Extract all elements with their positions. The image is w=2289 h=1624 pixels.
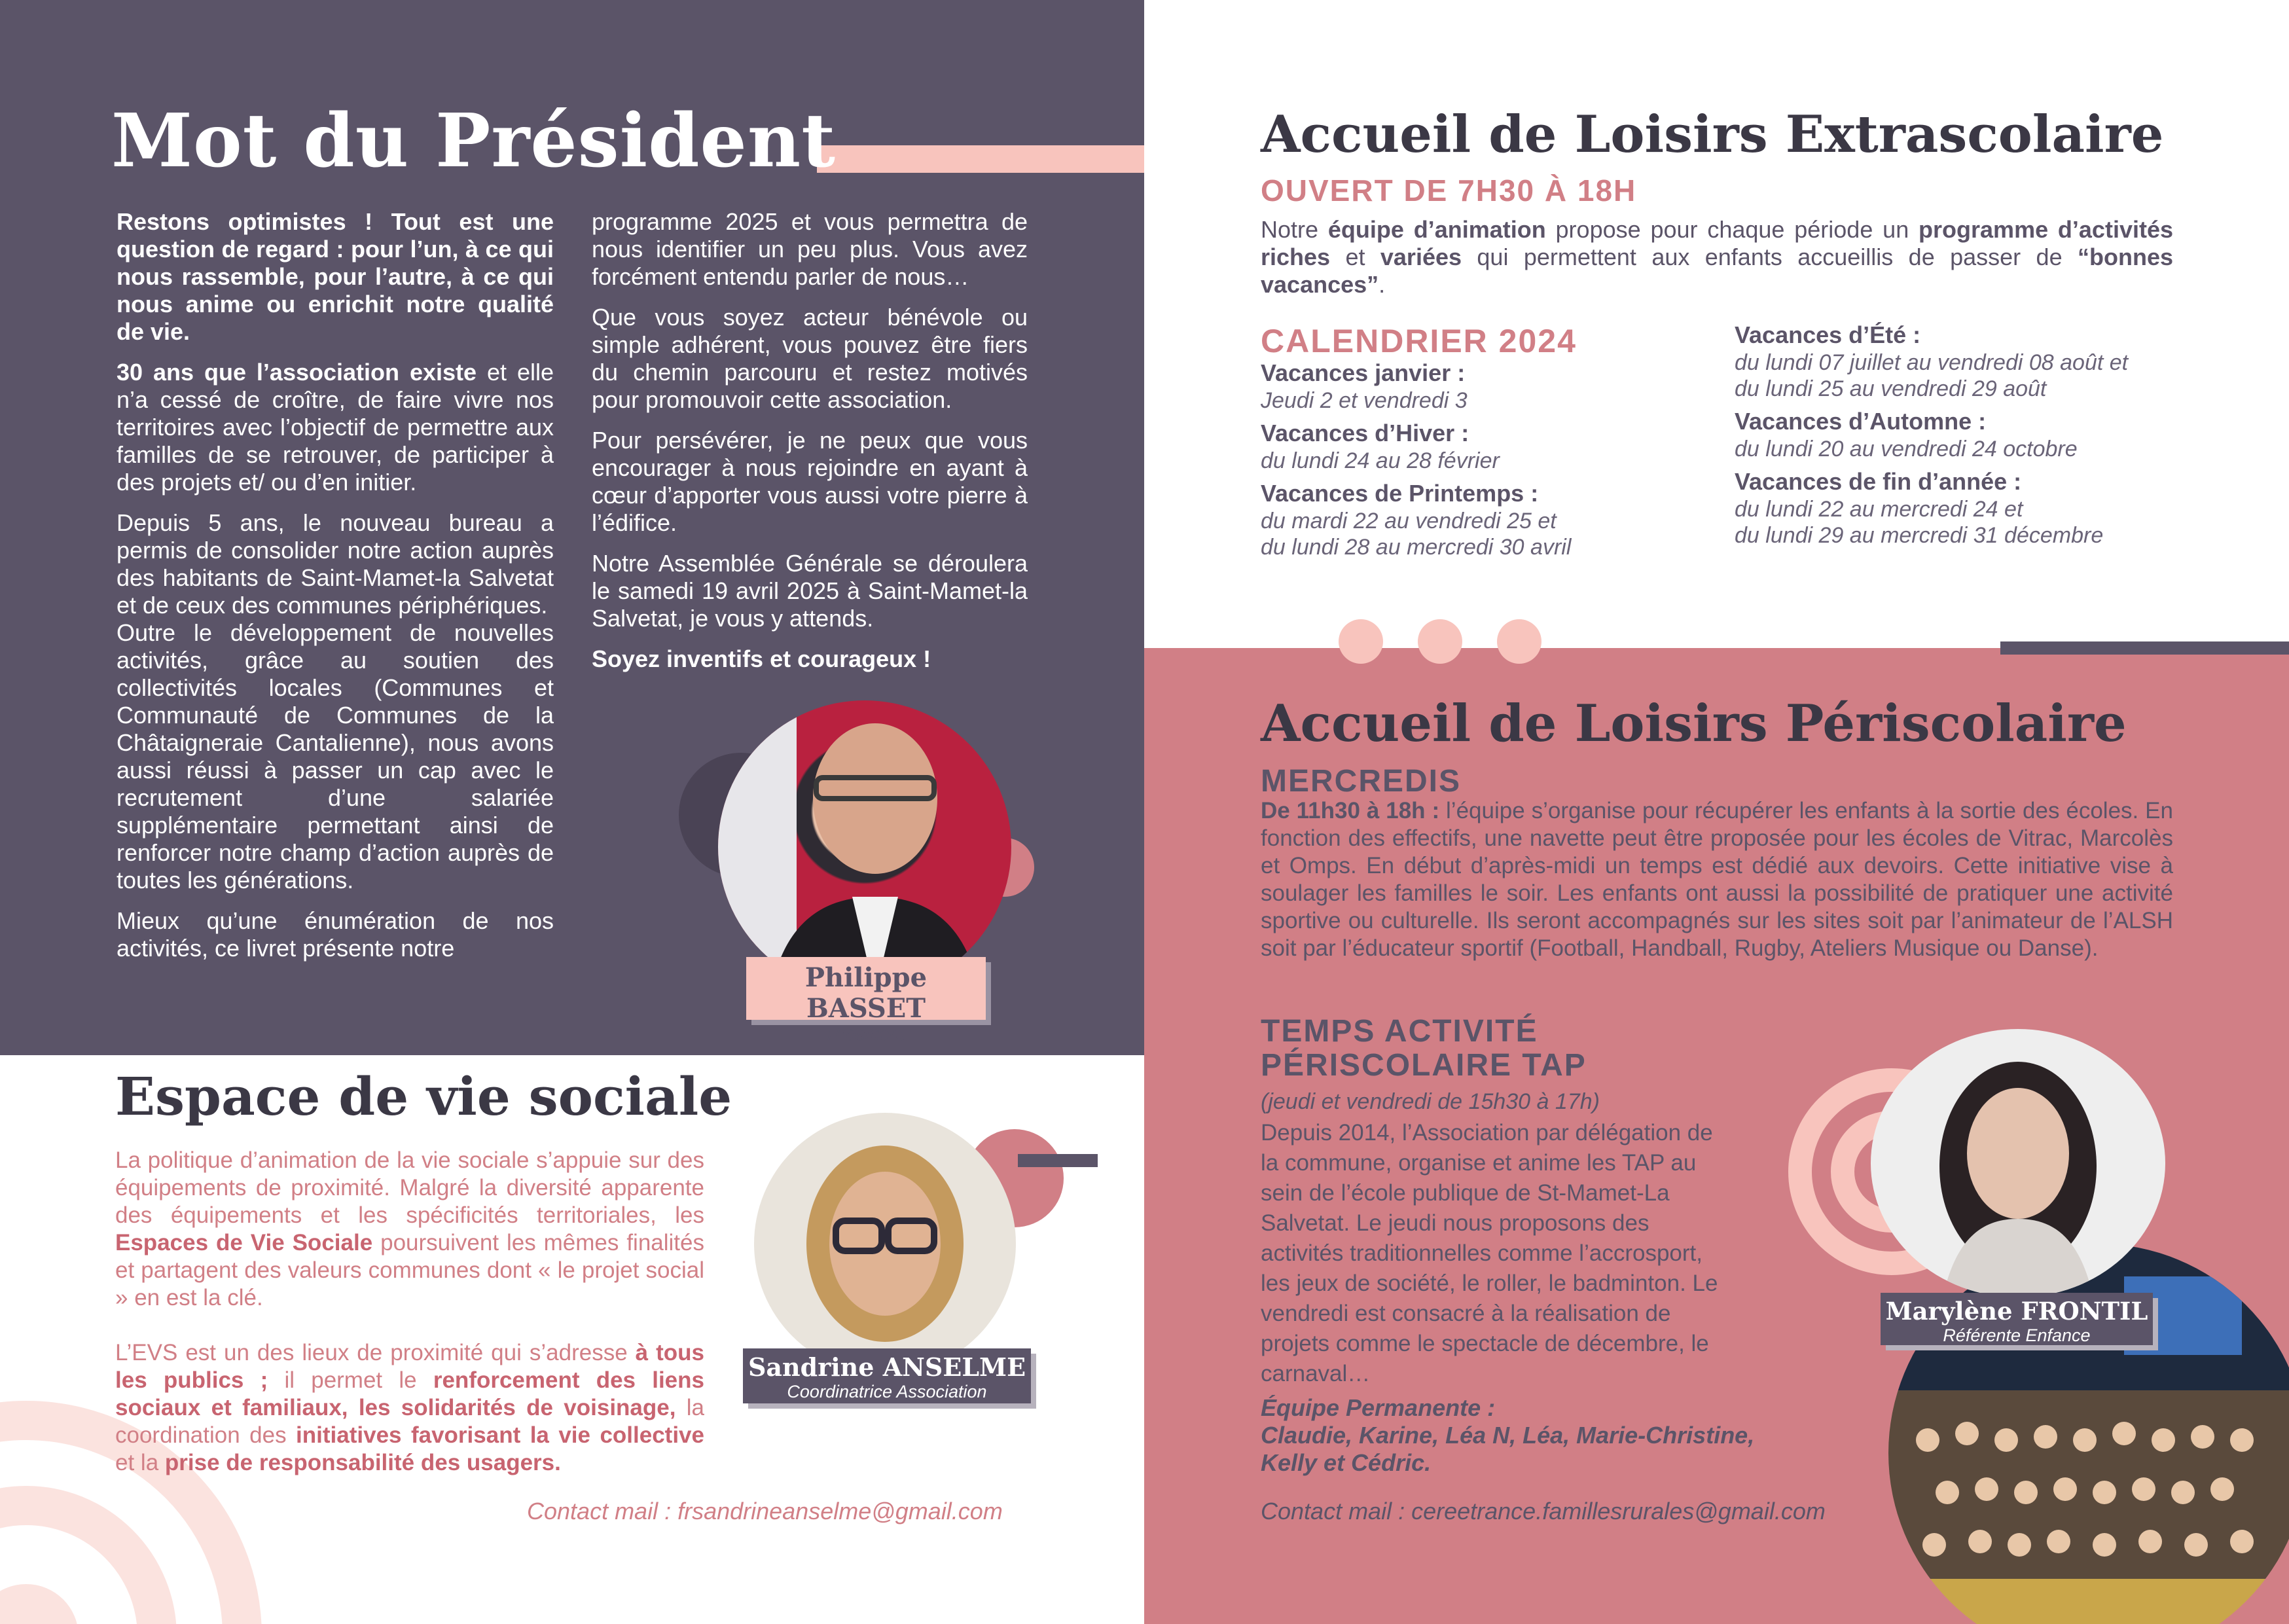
calendar-title: CALENDRIER 2024 (1261, 323, 1577, 359)
extrascolaire-title: Accueil de Loisirs Extrascolaire (1261, 105, 2164, 164)
referent-photo (1871, 1029, 2165, 1297)
president-photo (718, 700, 1011, 994)
calendar-right (1735, 321, 2232, 549)
evs-paragraph: L’EVS est un des lieux de proximité qui s’adresse à tous les publics ; il permet le renforcement des liens sociaux et familiaux, les solidarités de voisinage, la coordination des initiatives favorisant la vie collective et la prise de responsabilité des usagers. (115, 1340, 704, 1475)
mercredis-body: De 11h30 à 18h : l’équipe s’organise pour récupérer les enfants à la sortie des écoles. En fonction des effectifs, une navette peut être proposée pour les écoles de Vitrac, Marcolès et Omps. En début d’après-midi un temps est dédié aux devoirs. Cette initiative vise à soulager les familles le soir. Les enfants ont aussi la possibilité de pratiquer une activité sportive ou culturelle. Ils seront accompagnés sur les sites soit par l’animateur de l’ALSH soit par l’éducateur sportif (Football, Handball, Rugby, Ateliers Musique ou Danse). (1261, 798, 2173, 961)
president-role: Président (827, 1024, 905, 1044)
calendar-date: Jeudi 2 et vendredi 3 (1261, 388, 1468, 413)
team-names: Claudie, Karine, Léa N, Léa, Marie-Christine, Kelly et Cédric. (1261, 1422, 1755, 1476)
calendar-date: du lundi 24 au 28 février (1261, 448, 1500, 473)
evs-title: Espace de vie sociale (115, 1066, 732, 1127)
president-title: Mot du Président (111, 98, 836, 184)
calendar-label: Vacances janvier : (1261, 359, 1466, 386)
calendar-date: du lundi 07 juillet au vendredi 08 août et (1735, 350, 2129, 375)
evs-paragraph: La politique d’animation de la vie sociale s’appuie sur des équipements de proximité. Malgré la diversité apparente des équipements et les spécificités territoriales, les Espaces de Vie Sociale poursuivent les mêmes finalités et partagent des valeurs communes dont « le projet social » en est la clé. (115, 1147, 705, 1310)
calendar-date: du lundi 22 au mercredi 24 et (1735, 497, 2023, 522)
referent-name-card (1881, 1293, 2153, 1345)
decor-dot (1497, 619, 1541, 664)
referent-name: Marylène FRONTIL (1885, 1297, 2148, 1326)
president-paragraph: 30 ans que l’association existe et elle n’a cessé de croître, de faire vivre nos territoires avec l’objectif de permettre aux familles de se retrouver, de participer à des projets et/ ou d’en initier. (117, 359, 554, 496)
calendar-date: du lundi 28 au mercredi 30 avril (1261, 535, 1572, 560)
tap-hours: (jeudi et vendredi de 15h30 à 17h) (1261, 1089, 1600, 1114)
calendar-entry (1735, 321, 2232, 402)
calendar-entry (1735, 467, 2232, 549)
team-block (1261, 1394, 1784, 1477)
periscolaire-contact[interactable]: Contact mail : cereetrance.famillesrurales@gmail.com (1261, 1498, 1826, 1525)
calendar-label: Vacances d’Hiver : (1261, 420, 1469, 446)
calendar-date: du lundi 25 au vendredi 29 août (1735, 376, 2047, 401)
coordinator-name-card (743, 1348, 1031, 1403)
tap-title: TEMPS ACTIVITÉ PÉRISCOLAIRE TAP (1261, 1014, 1587, 1083)
calendar-date: du lundi 20 au vendredi 24 octobre (1735, 437, 2078, 461)
decor-dot (1418, 619, 1462, 664)
coordinator-name: Sandrine ANSELME (748, 1352, 1026, 1382)
president-column-2 (592, 208, 1028, 686)
calendar-date: du mardi 22 au vendredi 25 et (1261, 509, 1557, 533)
person-silhouette-icon (718, 700, 1011, 994)
referent-role: Référente Enfance (1943, 1326, 2091, 1345)
president-name: Philippe BASSET (804, 962, 928, 1024)
coordinator-photo (754, 1113, 1016, 1375)
calendar-label: Vacances d’Été : (1735, 321, 1921, 348)
calendar-entry (1261, 359, 1719, 414)
calendar-date: du lundi 29 au mercredi 31 décembre (1735, 523, 2104, 548)
team-label: Équipe Permanente : (1261, 1394, 1496, 1421)
coordinator-role: Coordinatrice Association (787, 1382, 987, 1401)
president-paragraph: Pour persévérer, je ne peux que vous encourager à nous rejoindre en ayant à cœur d’apporter vous aussi votre pierre à l’édifice. (592, 427, 1028, 536)
title-accent-bar (817, 145, 1144, 173)
periscolaire-title: Accueil de Loisirs Périscolaire (1261, 694, 2127, 753)
calendar-label: Vacances d’Automne : (1735, 408, 1987, 435)
calendar-entry (1735, 407, 2232, 462)
decor-dot (1339, 619, 1383, 664)
extrascolaire-hours: OUVERT DE 7H30 À 18H (1261, 173, 1637, 208)
evs-body (115, 1147, 704, 1477)
extrascolaire-intro: Notre équipe d’animation propose pour chaque période un programme d’activités riches et variées qui permettent aux enfants accueillis de passer de “bonnes vacances”. (1261, 216, 2174, 298)
person-silhouette-icon (1871, 1029, 2165, 1297)
president-name-card (746, 957, 986, 1044)
calendar-label: Vacances de Printemps : (1261, 480, 1539, 507)
calendar-left (1261, 359, 1719, 560)
person-silhouette-icon (754, 1113, 1016, 1375)
president-paragraph: Notre Assemblée Générale se déroulera le samedi 19 avril 2025 à Saint-Mamet-la Salvetat, je vous y attends. (592, 550, 1028, 632)
mercredis-title: MERCREDIS (1261, 764, 1462, 799)
president-column-1 (117, 208, 554, 975)
president-paragraph: Mieux qu’une énumération de nos activités, ce livret présente notre (117, 907, 554, 962)
president-paragraph: Que vous soyez acteur bénévole ou simple adhérent, vous pouvez être fiers du chemin parcouru et restez motivés pour promouvoir cette association. (592, 304, 1028, 413)
tap-body: Depuis 2014, l’Association par délégation de la commune, organise et anime les TAP au sein de l’école publique de St-Mamet-La Salvetat. Le jeudi nous proposons des activités traditionnelles comme l’accrosport, les jeux de société, le roller, le badminton. Le vendredi est consacré à la réalisation de projets comme le spectacle de décembre, le carnaval… (1261, 1120, 1718, 1386)
president-paragraph: Outre le développement de nouvelles activités, grâce au soutien des collectivités locales (Communes et Communauté de Communes de la Châtaigneraie Cantalienne), nous avons aussi réussi à passer un cap avec le recrutement d’une salariée supplémentaire permettant ainsi de renforcer notre champ d’action auprès de toutes les générations. (117, 619, 554, 893)
decor-bar (1018, 1154, 1098, 1167)
president-paragraph: programme 2025 et vous permettra de nous identifier un peu plus. Vous avez forcément entendu parler de nous… (592, 208, 1028, 290)
decor-bar (2000, 641, 2289, 655)
calendar-entry (1261, 479, 1719, 560)
president-intro: Restons optimistes ! Tout est une question de regard : pour l’un, à ce qui nous rassemble, pour l’autre, à ce qui nous anime ou enrichit notre qualité de vie. (117, 208, 554, 345)
calendar-entry (1261, 419, 1719, 474)
president-paragraph: Depuis 5 ans, le nouveau bureau a permis de consolider notre action auprès des habitants de Saint-Mamet-la Salvetat et de ceux des communes périphériques. (117, 509, 554, 619)
evs-contact[interactable]: Contact mail : frsandrineanselme@gmail.com (527, 1498, 1003, 1525)
president-closing: Soyez inventifs et courageux ! (592, 645, 931, 672)
calendar-label: Vacances de fin d’année : (1735, 468, 2022, 495)
